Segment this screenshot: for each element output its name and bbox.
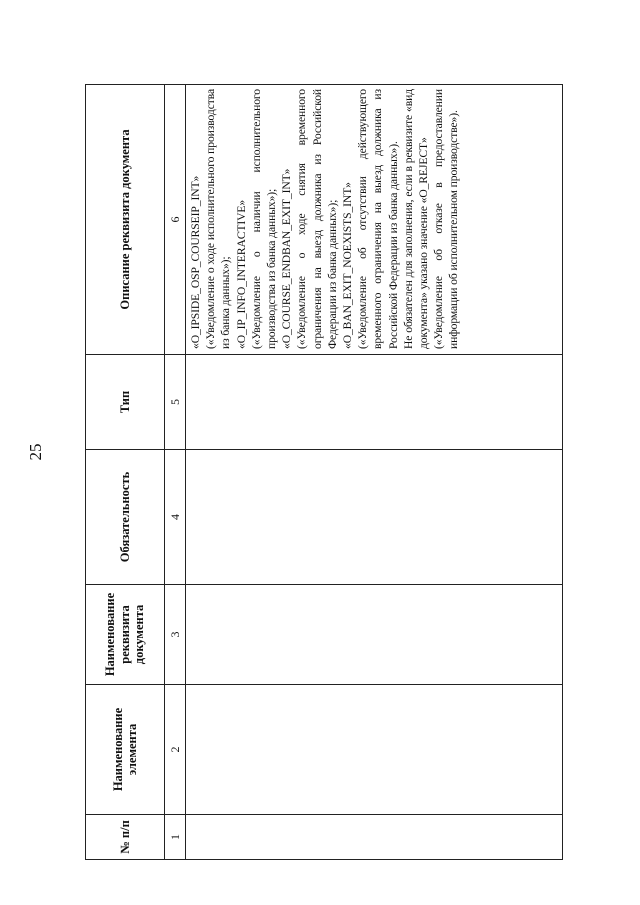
- description-line: («Уведомление о ходе снятия временного ограничения на выезд должника из Российской Федерации из банка данных»);: [295, 89, 339, 349]
- cell-obligatoriness: [186, 450, 563, 585]
- description-line: Не обязателен для заполнения, если в реквизите «вид документа» указано значение «O_REJECT»: [401, 89, 431, 349]
- col-header-obligatoriness: Обязательность: [86, 450, 165, 585]
- rotated-table-container: [85, 85, 560, 860]
- description-line: («Уведомление об отказе в предоставлении информации об исполнительном производстве»).: [432, 89, 461, 349]
- cell-number: [186, 815, 563, 860]
- description-line: «O_BAN_EXIT_NOEXISTS_INT»: [341, 182, 355, 349]
- table-row: [186, 85, 563, 860]
- description-line: («Уведомление о наличии исполнительного производства из банка данных»);: [249, 89, 279, 349]
- document-requisites-table: [85, 84, 563, 860]
- col-header-requisite-name: Наименование реквизита документа: [86, 585, 165, 685]
- col-header-number: № п/п: [86, 815, 165, 860]
- column-number: 6: [165, 85, 186, 355]
- description-line: «O_IPSIDE_OSP_COURSEIP_INT»: [189, 175, 202, 349]
- cell-element-name: [186, 685, 563, 815]
- description-line: («Уведомление об отсутствии действующего временного ограничения на выезд должника из Российской Федерации из банка данных»).: [356, 89, 400, 349]
- col-header-description: Описание реквизита документа: [86, 85, 165, 355]
- column-number-row: [165, 85, 186, 860]
- page-number: 25: [26, 443, 45, 461]
- col-header-type: Тип: [86, 355, 165, 450]
- cell-type: [186, 355, 563, 450]
- column-number: 4: [165, 450, 186, 585]
- column-number: 5: [165, 355, 186, 450]
- header-row: [86, 85, 165, 860]
- col-header-element-name: Наименование элемента: [86, 685, 165, 815]
- column-number: 1: [165, 815, 186, 860]
- column-number: 3: [165, 585, 186, 685]
- column-number: 2: [165, 685, 186, 815]
- description-line: «O_COURSE_ENDBAN_EXIT_INT»: [280, 168, 294, 349]
- cell-description: [186, 85, 563, 355]
- description-line: («Уведомление о ходе исполнительного производства из банка данных»);: [204, 89, 233, 349]
- description-line: «O_IP_INFO_INTERACTIVE»: [234, 199, 248, 349]
- cell-requisite-name: [186, 585, 563, 685]
